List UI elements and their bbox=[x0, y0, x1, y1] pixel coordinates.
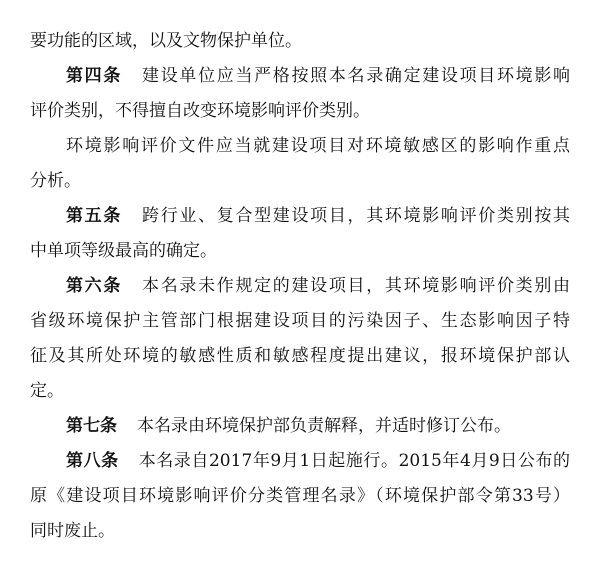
line-text: 本名录自2017年9月1日起施行。2015年4月9日公布的 bbox=[138, 451, 570, 471]
document-page bbox=[30, 24, 570, 549]
line-text: 省级环境保护主管部门根据建设项目的污染因子、生态影响因子特 bbox=[30, 311, 570, 331]
line-text: 本名录由环境保护部负责解释，并适时修订公布。 bbox=[137, 416, 511, 436]
text-line bbox=[30, 234, 570, 269]
article-7-line bbox=[30, 409, 570, 444]
line-text: 分析。 bbox=[30, 171, 81, 191]
text-line bbox=[30, 514, 570, 549]
line-text: 征及其所处环境的敏感性质和敏感程度提出建议，报环境保护部认 bbox=[30, 346, 570, 366]
article-5-line bbox=[30, 199, 570, 234]
line-text: 跨行业、复合型建设项目，其环境影响评价类别按其 bbox=[142, 206, 570, 226]
line-text: 建设单位应当严格按照本名录确定建设项目环境影响 bbox=[142, 66, 570, 86]
article-heading: 第六条 bbox=[66, 276, 123, 296]
text-line bbox=[30, 374, 570, 409]
article-heading: 第八条 bbox=[66, 451, 119, 471]
text-line bbox=[30, 129, 570, 164]
line-text: 本名录未作规定的建设项目，其环境影响评价类别由 bbox=[142, 276, 570, 296]
article-4-line bbox=[30, 59, 570, 94]
article-heading: 第四条 bbox=[66, 66, 123, 86]
article-8-line bbox=[30, 444, 570, 479]
line-text: 原《建设项目环境影响评价分类管理名录》（环境保护部令第33号） bbox=[30, 486, 570, 506]
article-6-line bbox=[30, 269, 570, 304]
article-heading: 第七条 bbox=[66, 416, 117, 436]
text-line bbox=[30, 94, 570, 129]
text-line bbox=[30, 479, 570, 514]
text-line bbox=[30, 339, 570, 374]
text-line bbox=[30, 24, 570, 59]
line-text: 同时废止。 bbox=[30, 521, 115, 541]
line-text: 中单项等级最高的确定。 bbox=[30, 241, 217, 261]
line-text: 定。 bbox=[30, 381, 64, 401]
text-line bbox=[30, 164, 570, 199]
article-heading: 第五条 bbox=[66, 206, 123, 226]
line-text: 要功能的区域，以及文物保护单位。 bbox=[30, 31, 302, 51]
line-text: 环境影响评价文件应当就建设项目对环境敏感区的影响作重点 bbox=[66, 136, 570, 156]
text-line bbox=[30, 304, 570, 339]
line-text: 评价类别，不得擅自改变环境影响评价类别。 bbox=[30, 101, 370, 121]
